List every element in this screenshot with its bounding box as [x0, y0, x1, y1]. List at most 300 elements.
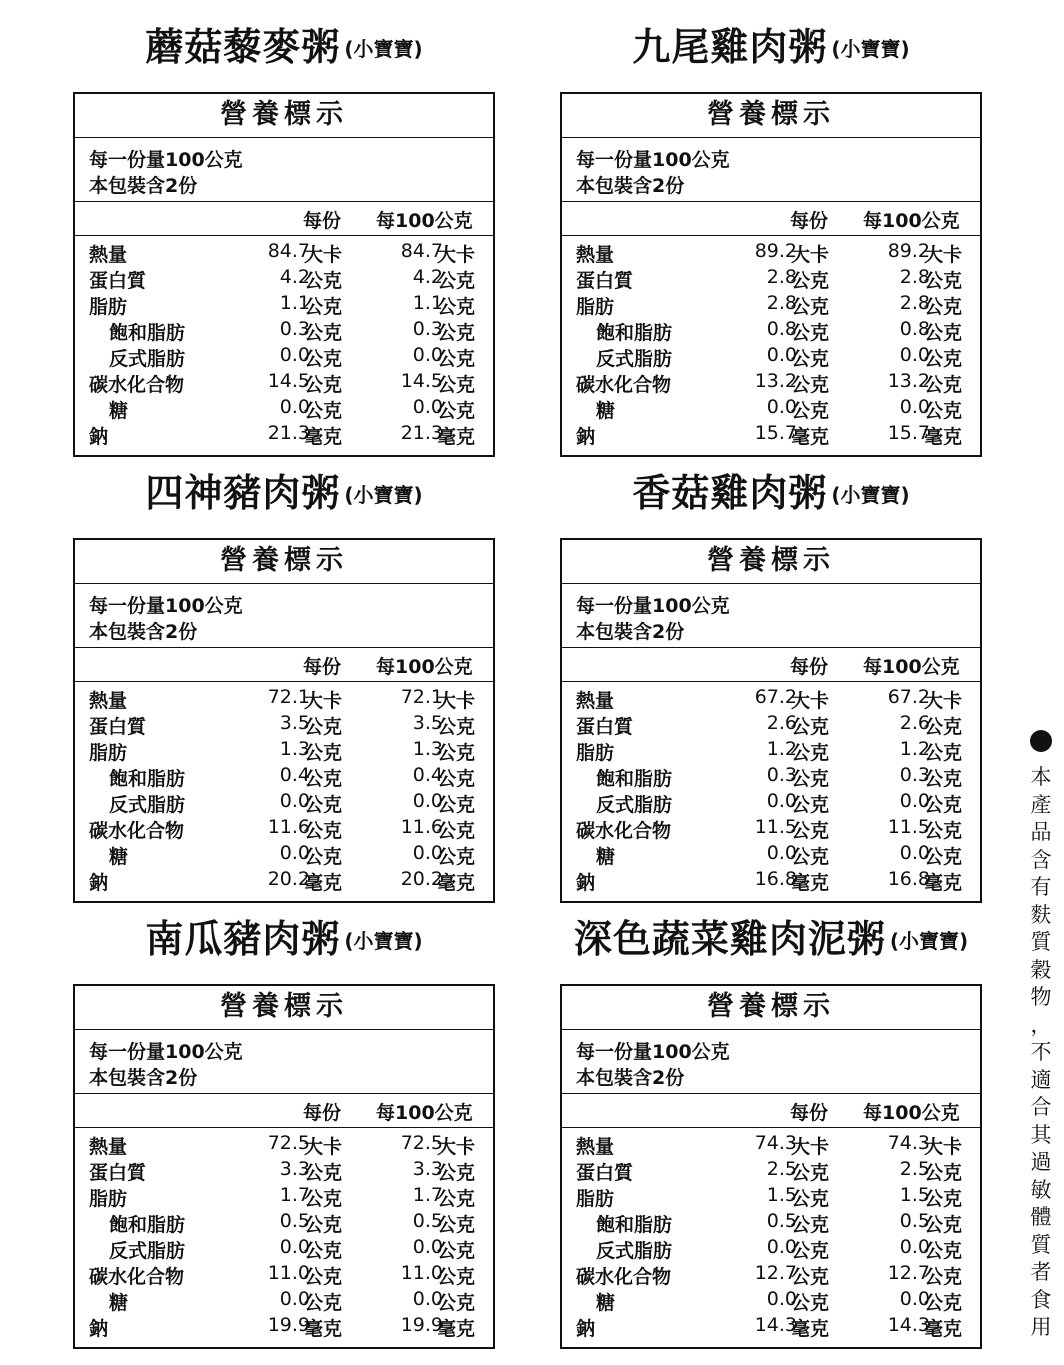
per-serving-value: 14.5: [267, 370, 310, 392]
per-100g-value: 0.0: [899, 790, 930, 812]
per-100g-unit: 大卡: [924, 244, 963, 266]
nutrient-row: [75, 712, 493, 738]
product-title: [73, 448, 495, 538]
nutrient-name: 碳水化合物: [576, 374, 672, 396]
per-serving-unit: 公克: [304, 322, 343, 344]
per-serving-value: 0.3: [766, 764, 797, 786]
per-100g-value: 0.0: [412, 344, 443, 366]
col-per-serving: 每份: [790, 210, 829, 232]
per-serving-value: 72.5: [267, 1132, 310, 1154]
col-per-100g: 每100公克: [376, 210, 473, 232]
nutrient-name: 熱量: [576, 244, 615, 266]
nutrition-label: [560, 92, 982, 457]
product-title: [560, 894, 982, 984]
nutrient-name: 糖: [596, 846, 616, 868]
per-serving-unit: 毫克: [791, 1318, 830, 1340]
nutrient-row: [562, 422, 980, 448]
nutrient-name: 熱量: [89, 244, 128, 266]
nutrient-row: [562, 712, 980, 738]
nutrient-rows: [75, 682, 493, 894]
nutrient-row: [562, 1288, 980, 1314]
per-100g-value: 0.5: [899, 1210, 930, 1232]
per-serving-unit: 公克: [791, 742, 830, 764]
nutrient-row: [75, 318, 493, 344]
per-serving-unit: 公克: [791, 348, 830, 370]
per-serving-unit: 公克: [304, 716, 343, 738]
per-serving-unit: 公克: [791, 270, 830, 292]
per-serving-value: 1.1: [279, 292, 310, 314]
column-header: [75, 1094, 493, 1128]
per-serving-value: 89.2: [754, 240, 797, 262]
per-serving-unit: 大卡: [791, 690, 830, 712]
per-100g-value: 1.1: [412, 292, 443, 314]
nutrient-name: 脂肪: [89, 1188, 128, 1210]
per-serving-value: 2.6: [766, 712, 797, 734]
per-100g-unit: 公克: [924, 270, 963, 292]
allergen-note: [1024, 730, 1058, 1342]
per-serving-value: 2.8: [766, 266, 797, 288]
per-100g-value: 0.0: [412, 1288, 443, 1310]
per-serving-value: 15.7: [754, 422, 797, 444]
per-100g-value: 0.0: [899, 1236, 930, 1258]
per-serving-value: 4.2: [279, 266, 310, 288]
per-serving-value: 1.7: [279, 1184, 310, 1206]
per-100g-value: 0.8: [899, 318, 930, 340]
per-serving-unit: 毫克: [791, 872, 830, 894]
allergen-note-char: 合: [1030, 1095, 1052, 1119]
per-serving-unit: 公克: [304, 296, 343, 318]
allergen-note-char: 物: [1030, 985, 1052, 1009]
allergen-note-char: 過: [1030, 1150, 1052, 1174]
product-name: 香菇雞肉粥: [632, 471, 828, 515]
per-100g-value: 15.7: [887, 422, 930, 444]
nutrient-row: [75, 868, 493, 894]
col-per-serving: 每份: [790, 656, 829, 678]
nutrient-name: 糖: [109, 846, 129, 868]
per-100g-value: 72.1: [400, 686, 443, 708]
per-100g-value: 0.0: [412, 842, 443, 864]
allergen-note-char: 用: [1030, 1315, 1052, 1339]
per-serving-unit: 毫克: [304, 872, 343, 894]
nutrient-name: 飽和脂肪: [596, 1214, 673, 1236]
per-serving-unit: 大卡: [791, 244, 830, 266]
nutrient-row: [75, 240, 493, 266]
per-serving-unit: 公克: [304, 820, 343, 842]
allergen-note-char: 體: [1030, 1205, 1052, 1229]
per-serving-unit: 公克: [791, 794, 830, 816]
per-100g-unit: 公克: [924, 322, 963, 344]
per-100g-unit: 公克: [924, 1266, 963, 1288]
product-subtitle: (小寶寶): [831, 37, 910, 61]
nutrient-row: [562, 1210, 980, 1236]
per-serving-unit: 大卡: [304, 244, 343, 266]
per-100g-value: 1.7: [412, 1184, 443, 1206]
serving-info: [562, 138, 980, 202]
column-header: [562, 1094, 980, 1128]
nutrient-row: [75, 738, 493, 764]
per-serving-unit: 大卡: [304, 690, 343, 712]
nutrient-name: 飽和脂肪: [109, 1214, 186, 1236]
serving-info: [75, 138, 493, 202]
per-100g-unit: 公克: [437, 1162, 476, 1184]
nutrient-row: [562, 1184, 980, 1210]
nutrient-row: [562, 292, 980, 318]
allergen-note-char: 產: [1030, 792, 1052, 817]
per-serving-value: 2.8: [766, 292, 797, 314]
nutrient-name: 鈉: [89, 426, 109, 448]
nutrient-row: [562, 1262, 980, 1288]
per-100g-value: 0.0: [412, 396, 443, 418]
per-serving-value: 74.3: [754, 1132, 797, 1154]
allergen-note-char: 品: [1030, 820, 1052, 844]
per-serving-value: 0.4: [279, 764, 310, 786]
per-serving-value: 0.0: [766, 344, 797, 366]
nutrient-row: [562, 1314, 980, 1340]
nutrient-name: 飽和脂肪: [109, 768, 186, 790]
per-100g-unit: 公克: [924, 374, 963, 396]
per-100g-value: 16.8: [887, 868, 930, 890]
nutrient-name: 反式脂肪: [109, 348, 186, 370]
per-100g-unit: 公克: [437, 400, 476, 422]
nutrient-name: 飽和脂肪: [596, 768, 673, 790]
nutrient-name: 脂肪: [576, 742, 615, 764]
nutrient-row: [75, 422, 493, 448]
per-100g-value: 3.5: [412, 712, 443, 734]
nutrient-row: [75, 1262, 493, 1288]
nutrient-name: 脂肪: [89, 742, 128, 764]
per-serving-unit: 公克: [304, 1188, 343, 1210]
product-subtitle: (小寶寶): [344, 483, 423, 507]
per-100g-unit: 公克: [924, 1162, 963, 1184]
per-100g-unit: 公克: [437, 742, 476, 764]
per-serving-value: 16.8: [754, 868, 797, 890]
allergen-note-char: 質: [1030, 1232, 1052, 1257]
nutrient-row: [562, 318, 980, 344]
per-serving-value: 0.0: [279, 396, 310, 418]
col-per-100g: 每100公克: [376, 656, 473, 678]
nutrient-name: 鈉: [576, 426, 596, 448]
nutrition-label: [73, 92, 495, 457]
nutrient-row: [562, 240, 980, 266]
per-100g-unit: 公克: [437, 846, 476, 868]
per-100g-unit: 公克: [924, 1292, 963, 1314]
per-serving-value: 0.0: [279, 1288, 310, 1310]
per-serving-value: 2.5: [766, 1158, 797, 1180]
per-100g-unit: 毫克: [437, 426, 476, 448]
per-100g-unit: 公克: [437, 768, 476, 790]
per-serving-unit: 毫克: [304, 1318, 343, 1340]
nutrient-name: 蛋白質: [89, 1162, 147, 1184]
per-100g-value: 1.2: [899, 738, 930, 760]
per-100g-unit: 大卡: [924, 690, 963, 712]
per-serving-unit: 公克: [791, 1188, 830, 1210]
label-header: 營養標示: [562, 986, 980, 1030]
per-100g-unit: 公克: [437, 322, 476, 344]
per-serving-unit: 公克: [304, 374, 343, 396]
servings-per-package: 本包裝含2份: [89, 175, 198, 197]
nutrient-row: [75, 1132, 493, 1158]
nutrient-row: [75, 1314, 493, 1340]
allergen-note-char: 麩: [1030, 902, 1052, 927]
allergen-note-char: 有: [1030, 875, 1052, 899]
per-100g-unit: 公克: [924, 1188, 963, 1210]
per-100g-value: 14.5: [400, 370, 443, 392]
per-100g-unit: 公克: [437, 296, 476, 318]
per-100g-unit: 公克: [924, 1214, 963, 1236]
allergen-note-char: 者: [1030, 1260, 1052, 1284]
per-serving-value: 72.1: [267, 686, 310, 708]
col-per-serving: 每份: [303, 1102, 342, 1124]
per-100g-unit: 公克: [924, 768, 963, 790]
per-100g-unit: 大卡: [437, 690, 476, 712]
nutrient-name: 脂肪: [576, 1188, 615, 1210]
col-per-serving: 每份: [790, 1102, 829, 1124]
per-serving-value: 1.5: [766, 1184, 797, 1206]
allergen-note-char: 本: [1030, 765, 1052, 789]
nutrient-name: 蛋白質: [576, 1162, 634, 1184]
per-100g-unit: 公克: [924, 742, 963, 764]
per-100g-value: 0.5: [412, 1210, 443, 1232]
col-per-serving: 每份: [303, 656, 342, 678]
per-100g-unit: 毫克: [437, 1318, 476, 1340]
servings-per-package: 本包裝含2份: [576, 1067, 685, 1089]
nutrient-name: 飽和脂肪: [109, 322, 186, 344]
nutrient-name: 脂肪: [89, 296, 128, 318]
per-serving-value: 0.0: [766, 790, 797, 812]
nutrient-name: 糖: [109, 1292, 129, 1314]
nutrient-row: [562, 816, 980, 842]
per-serving-unit: 公克: [304, 400, 343, 422]
per-100g-unit: 公克: [437, 1240, 476, 1262]
nutrient-name: 糖: [109, 400, 129, 422]
allergen-note-char: 含: [1030, 847, 1052, 872]
nutrient-row: [562, 370, 980, 396]
nutrient-row: [75, 816, 493, 842]
per-serving-unit: 公克: [791, 374, 830, 396]
col-per-100g: 每100公克: [863, 656, 960, 678]
nutrient-name: 反式脂肪: [596, 794, 673, 816]
per-serving-value: 11.5: [754, 816, 797, 838]
nutrient-name: 熱量: [576, 1136, 615, 1158]
per-100g-unit: 公克: [924, 716, 963, 738]
per-serving-unit: 公克: [791, 400, 830, 422]
nutrient-row: [75, 764, 493, 790]
per-100g-value: 11.6: [400, 816, 443, 838]
nutrient-row: [562, 344, 980, 370]
per-100g-value: 19.9: [400, 1314, 443, 1336]
allergen-note-char: 食: [1030, 1287, 1052, 1312]
nutrient-row: [562, 1158, 980, 1184]
nutrient-row: [75, 1288, 493, 1314]
servings-per-package: 本包裝含2份: [576, 175, 685, 197]
serving-size: 每一份量100公克: [89, 149, 243, 171]
product-title: [560, 2, 982, 92]
per-serving-unit: 公克: [304, 846, 343, 868]
per-serving-value: 0.8: [766, 318, 797, 340]
per-serving-unit: 公克: [304, 1292, 343, 1314]
nutrient-row: [75, 396, 493, 422]
per-serving-value: 14.3: [754, 1314, 797, 1336]
serving-size: 每一份量100公克: [576, 1041, 730, 1063]
per-100g-unit: 公克: [924, 820, 963, 842]
nutrient-row: [75, 370, 493, 396]
nutrient-name: 鈉: [576, 872, 596, 894]
label-header: 營養標示: [562, 540, 980, 584]
per-serving-value: 1.2: [766, 738, 797, 760]
serving-size: 每一份量100公克: [89, 595, 243, 617]
nutrient-row: [75, 1210, 493, 1236]
product-name: 九尾雞肉粥: [632, 25, 828, 69]
per-100g-value: 2.6: [899, 712, 930, 734]
per-100g-value: 89.2: [887, 240, 930, 262]
nutrient-row: [75, 790, 493, 816]
per-serving-unit: 大卡: [304, 1136, 343, 1158]
per-serving-value: 1.3: [279, 738, 310, 760]
allergen-note-char: 質: [1030, 930, 1052, 954]
nutrient-name: 反式脂肪: [109, 794, 186, 816]
nutrient-row: [562, 738, 980, 764]
nutrient-rows: [75, 236, 493, 448]
nutrient-row: [75, 1236, 493, 1262]
nutrient-name: 反式脂肪: [596, 1240, 673, 1262]
per-100g-unit: 大卡: [437, 244, 476, 266]
product-name: 南瓜豬肉粥: [145, 917, 341, 961]
product-subtitle: (小寶寶): [831, 483, 910, 507]
product-name: 深色蔬菜雞肉泥粥: [573, 917, 886, 961]
nutrient-rows: [562, 682, 980, 894]
nutrient-row: [75, 266, 493, 292]
per-100g-value: 21.3: [400, 422, 443, 444]
per-100g-unit: 公克: [924, 296, 963, 318]
per-100g-value: 4.2: [412, 266, 443, 288]
per-serving-value: 21.3: [267, 422, 310, 444]
per-100g-unit: 公克: [437, 1266, 476, 1288]
nutrition-label: [73, 984, 495, 1349]
per-100g-unit: 公克: [437, 1292, 476, 1314]
nutrition-label: [560, 538, 982, 903]
serving-info: [562, 584, 980, 648]
allergen-note-char: 敏: [1030, 1177, 1052, 1202]
per-serving-unit: 公克: [791, 322, 830, 344]
per-serving-unit: 公克: [791, 1266, 830, 1288]
nutrient-row: [562, 1236, 980, 1262]
per-100g-unit: 公克: [437, 1188, 476, 1210]
servings-per-package: 本包裝含2份: [89, 621, 198, 643]
per-100g-value: 0.0: [899, 842, 930, 864]
nutrient-rows: [75, 1128, 493, 1340]
per-serving-value: 0.0: [279, 842, 310, 864]
per-serving-unit: 公克: [304, 768, 343, 790]
per-serving-unit: 公克: [791, 1292, 830, 1314]
per-serving-value: 0.0: [766, 1236, 797, 1258]
per-100g-unit: 公克: [437, 794, 476, 816]
nutrient-name: 蛋白質: [89, 716, 147, 738]
per-serving-unit: 公克: [304, 1266, 343, 1288]
nutrient-row: [562, 842, 980, 868]
product-name: 四神豬肉粥: [145, 471, 341, 515]
per-serving-value: 0.0: [766, 396, 797, 418]
product-subtitle: (小寶寶): [344, 37, 423, 61]
per-100g-unit: 公克: [924, 1240, 963, 1262]
per-100g-value: 0.0: [899, 344, 930, 366]
allergen-note-char: 不: [1030, 1040, 1052, 1064]
nutrient-name: 脂肪: [576, 296, 615, 318]
per-100g-value: 0.0: [899, 396, 930, 418]
servings-per-package: 本包裝含2份: [576, 621, 685, 643]
nutrient-row: [562, 686, 980, 712]
per-serving-unit: 公克: [304, 1240, 343, 1262]
per-serving-unit: 公克: [304, 742, 343, 764]
label-header: 營養標示: [75, 94, 493, 138]
per-100g-value: 3.3: [412, 1158, 443, 1180]
per-100g-unit: 公克: [924, 846, 963, 868]
per-serving-unit: 公克: [791, 1162, 830, 1184]
column-header: [75, 648, 493, 682]
product-subtitle: (小寶寶): [344, 929, 423, 953]
per-serving-value: 11.0: [267, 1262, 310, 1284]
per-100g-unit: 毫克: [437, 872, 476, 894]
per-100g-unit: 公克: [437, 716, 476, 738]
per-100g-value: 14.3: [887, 1314, 930, 1336]
nutrient-name: 飽和脂肪: [596, 322, 673, 344]
per-serving-unit: 公克: [791, 716, 830, 738]
per-100g-unit: 毫克: [924, 872, 963, 894]
per-100g-value: 12.7: [887, 1262, 930, 1284]
label-header: 營養標示: [75, 986, 493, 1030]
column-header: [562, 648, 980, 682]
allergen-note-char: 適: [1030, 1067, 1052, 1092]
per-serving-unit: 公克: [791, 296, 830, 318]
per-100g-value: 1.3: [412, 738, 443, 760]
per-100g-unit: 公克: [437, 820, 476, 842]
per-serving-value: 3.3: [279, 1158, 310, 1180]
label-header: 營養標示: [562, 94, 980, 138]
column-header: [75, 202, 493, 236]
per-serving-unit: 大卡: [791, 1136, 830, 1158]
per-serving-value: 11.6: [267, 816, 310, 838]
nutrient-name: 熱量: [89, 690, 128, 712]
per-100g-value: 2.8: [899, 266, 930, 288]
per-serving-value: 0.0: [279, 344, 310, 366]
per-serving-unit: 公克: [791, 820, 830, 842]
nutrient-row: [562, 1132, 980, 1158]
per-100g-value: 0.0: [899, 1288, 930, 1310]
per-serving-value: 0.0: [279, 790, 310, 812]
per-serving-value: 13.2: [754, 370, 797, 392]
per-serving-value: 84.7: [267, 240, 310, 262]
nutrient-name: 鈉: [576, 1318, 596, 1340]
per-100g-unit: 毫克: [924, 1318, 963, 1340]
per-serving-unit: 公克: [304, 794, 343, 816]
per-100g-unit: 公克: [924, 400, 963, 422]
per-serving-unit: 公克: [304, 1162, 343, 1184]
nutrient-name: 糖: [596, 400, 616, 422]
serving-size: 每一份量100公克: [576, 149, 730, 171]
per-serving-unit: 公克: [304, 1214, 343, 1236]
per-serving-unit: 毫克: [304, 426, 343, 448]
per-100g-value: 0.0: [412, 790, 443, 812]
col-per-100g: 每100公克: [863, 210, 960, 232]
nutrient-name: 熱量: [576, 690, 615, 712]
nutrient-name: 碳水化合物: [576, 820, 672, 842]
nutrient-name: 鈉: [89, 1318, 109, 1340]
per-serving-unit: 毫克: [791, 426, 830, 448]
per-100g-value: 11.0: [400, 1262, 443, 1284]
per-100g-value: 11.5: [887, 816, 930, 838]
per-100g-value: 1.5: [899, 1184, 930, 1206]
col-per-serving: 每份: [303, 210, 342, 232]
nutrient-row: [75, 1158, 493, 1184]
